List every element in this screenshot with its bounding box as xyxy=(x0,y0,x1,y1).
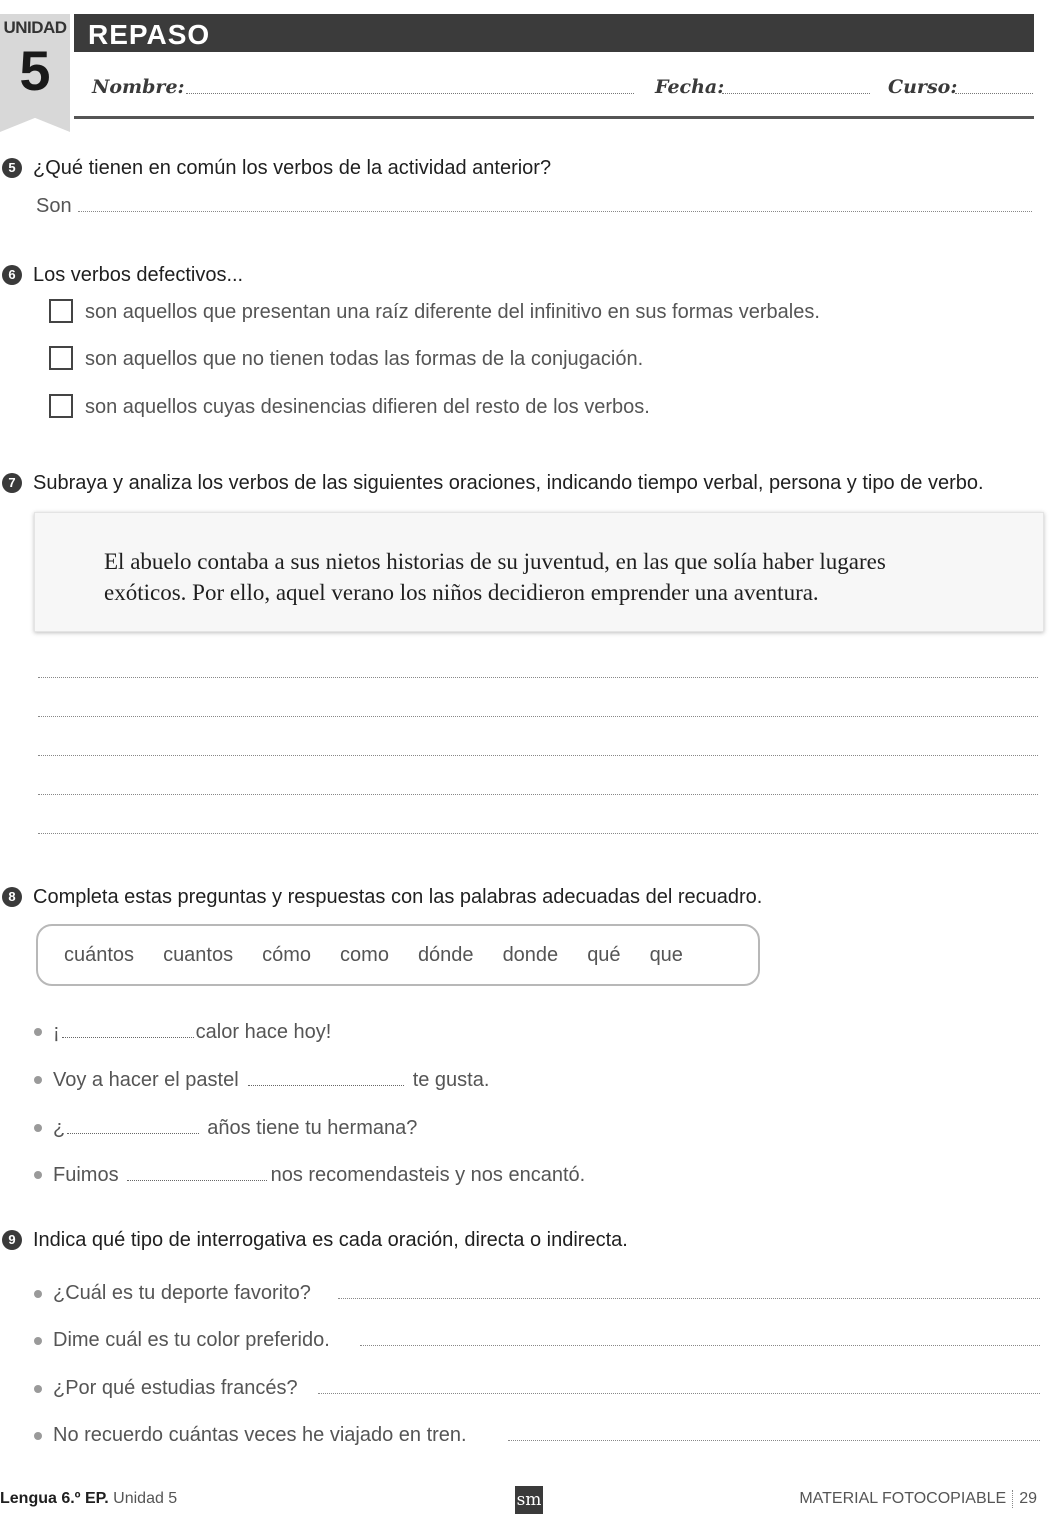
course-field[interactable] xyxy=(955,93,1033,94)
word-list xyxy=(36,924,760,986)
footer-book-info xyxy=(0,1490,177,1508)
option-2-checkbox[interactable] xyxy=(49,346,73,370)
word-item: cuántos xyxy=(64,943,135,966)
question-2-answer-line[interactable] xyxy=(360,1345,1040,1346)
fill-item-3-after: años tiene tu hermana? xyxy=(207,1117,418,1139)
option-3-text: son aquellos cuyas desinencias difieren del resto de los verbos. xyxy=(85,396,650,418)
bullet xyxy=(34,1432,42,1440)
page-number: 29 xyxy=(1019,1490,1037,1508)
exercise-8-number: 8 xyxy=(2,887,22,907)
exercise-5-number: 5 xyxy=(2,158,22,178)
fill-item-1-after: calor hace hoy! xyxy=(195,1021,332,1043)
unit-number: 5 xyxy=(19,39,51,102)
option-1-text: son aquellos que presentan una raíz diferente del infinitivo en sus formas verbales. xyxy=(85,301,820,323)
exercise-6-title: Los verbos defectivos... xyxy=(33,264,244,286)
bullet xyxy=(34,1028,42,1036)
fill-item-1 xyxy=(53,1020,331,1044)
page-title: REPASO xyxy=(88,19,211,50)
answer-line[interactable] xyxy=(38,677,1038,678)
exercise-7-number: 7 xyxy=(2,473,22,493)
text-passage xyxy=(104,546,984,608)
fill-blank[interactable] xyxy=(62,1037,194,1038)
fill-item-2-after: te gusta. xyxy=(412,1069,490,1091)
exercise-6-number: 6 xyxy=(2,265,22,285)
fill-blank[interactable] xyxy=(67,1133,199,1134)
date-label: Fecha: xyxy=(655,76,725,98)
footer-book: Lengua 6.º EP. xyxy=(0,1490,109,1507)
footer-right xyxy=(799,1490,1037,1508)
bullet xyxy=(34,1290,42,1298)
name-field[interactable] xyxy=(186,93,634,94)
fill-item-3-before: ¿ xyxy=(53,1117,66,1139)
footer-label: MATERIAL FOTOCOPIABLE xyxy=(799,1490,1007,1508)
text-passage-line-2: exóticos. Por ello, aquel verano los niños decidieron emprender una aventura. xyxy=(104,580,819,605)
answer-line[interactable] xyxy=(38,833,1038,834)
fill-item-4-before: Fuimos xyxy=(53,1164,119,1186)
fill-blank[interactable] xyxy=(248,1085,404,1086)
fill-item-4-after: nos recomendasteis y nos encantó. xyxy=(270,1164,586,1186)
answer-line[interactable] xyxy=(38,794,1038,795)
question-4-text: No recuerdo cuántas veces he viajado en tren. xyxy=(53,1424,467,1446)
word-item: como xyxy=(340,943,389,966)
publisher-logo: sm xyxy=(515,1486,543,1514)
word-item: qué xyxy=(587,943,621,966)
text-passage-line-1: El abuelo contaba a sus nietos historias de su juventud, en las que solía haber lugares xyxy=(104,549,886,574)
bullet xyxy=(34,1385,42,1393)
exercise-9-title: Indica qué tipo de interrogativa es cada oración, directa o indirecta. xyxy=(33,1229,628,1251)
answer-line[interactable] xyxy=(38,716,1038,717)
exercise-9-number: 9 xyxy=(2,1230,22,1250)
unit-label: UNIDAD xyxy=(3,18,67,37)
option-3-checkbox[interactable] xyxy=(49,394,73,418)
word-item: dónde xyxy=(417,943,474,966)
word-item: cómo xyxy=(262,943,312,966)
exercise-5-answer-line[interactable] xyxy=(78,211,1032,212)
exercise-5-title: ¿Qué tienen en común los verbos de la actividad anterior? xyxy=(33,157,552,179)
question-2-text: Dime cuál es tu color preferido. xyxy=(53,1329,330,1351)
header-rule xyxy=(74,116,1034,119)
footer-separator xyxy=(1012,1490,1013,1508)
option-1-checkbox[interactable] xyxy=(49,299,73,323)
exercise-5-answer-prefix: Son xyxy=(36,195,72,217)
fill-item-2 xyxy=(53,1068,489,1092)
title-bar xyxy=(74,14,1034,52)
option-2-text: son aquellos que no tienen todas las formas de la conjugación. xyxy=(85,348,644,370)
name-label: Nombre: xyxy=(92,76,185,98)
bullet xyxy=(34,1076,42,1084)
exercise-8-title: Completa estas preguntas y respuestas con las palabras adecuadas del recuadro. xyxy=(33,886,763,908)
fill-item-4 xyxy=(53,1163,585,1187)
question-4-answer-line[interactable] xyxy=(508,1440,1040,1441)
question-3-answer-line[interactable] xyxy=(318,1393,1040,1394)
bullet xyxy=(34,1337,42,1345)
bullet xyxy=(34,1124,42,1132)
question-1-answer-line[interactable] xyxy=(338,1298,1040,1299)
fill-item-1-before: ¡ xyxy=(53,1021,60,1043)
fill-item-3 xyxy=(53,1116,417,1140)
word-item: que xyxy=(649,943,683,966)
question-1-text: ¿Cuál es tu deporte favorito? xyxy=(53,1282,311,1304)
word-item: cuantos xyxy=(163,943,234,966)
date-field[interactable] xyxy=(722,93,870,94)
bullet xyxy=(34,1171,42,1179)
fill-item-2-before: Voy a hacer el pastel xyxy=(53,1069,239,1091)
exercise-7-title: Subraya y analiza los verbos de las siguientes oraciones, indicando tiempo verbal, persona y tipo de verbo. xyxy=(33,472,984,494)
answer-line[interactable] xyxy=(38,755,1038,756)
footer-unit: Unidad 5 xyxy=(113,1490,178,1507)
course-label: Curso: xyxy=(888,76,958,98)
question-3-text: ¿Por qué estudias francés? xyxy=(53,1377,298,1399)
word-item: donde xyxy=(502,943,559,966)
fill-blank[interactable] xyxy=(127,1180,267,1181)
